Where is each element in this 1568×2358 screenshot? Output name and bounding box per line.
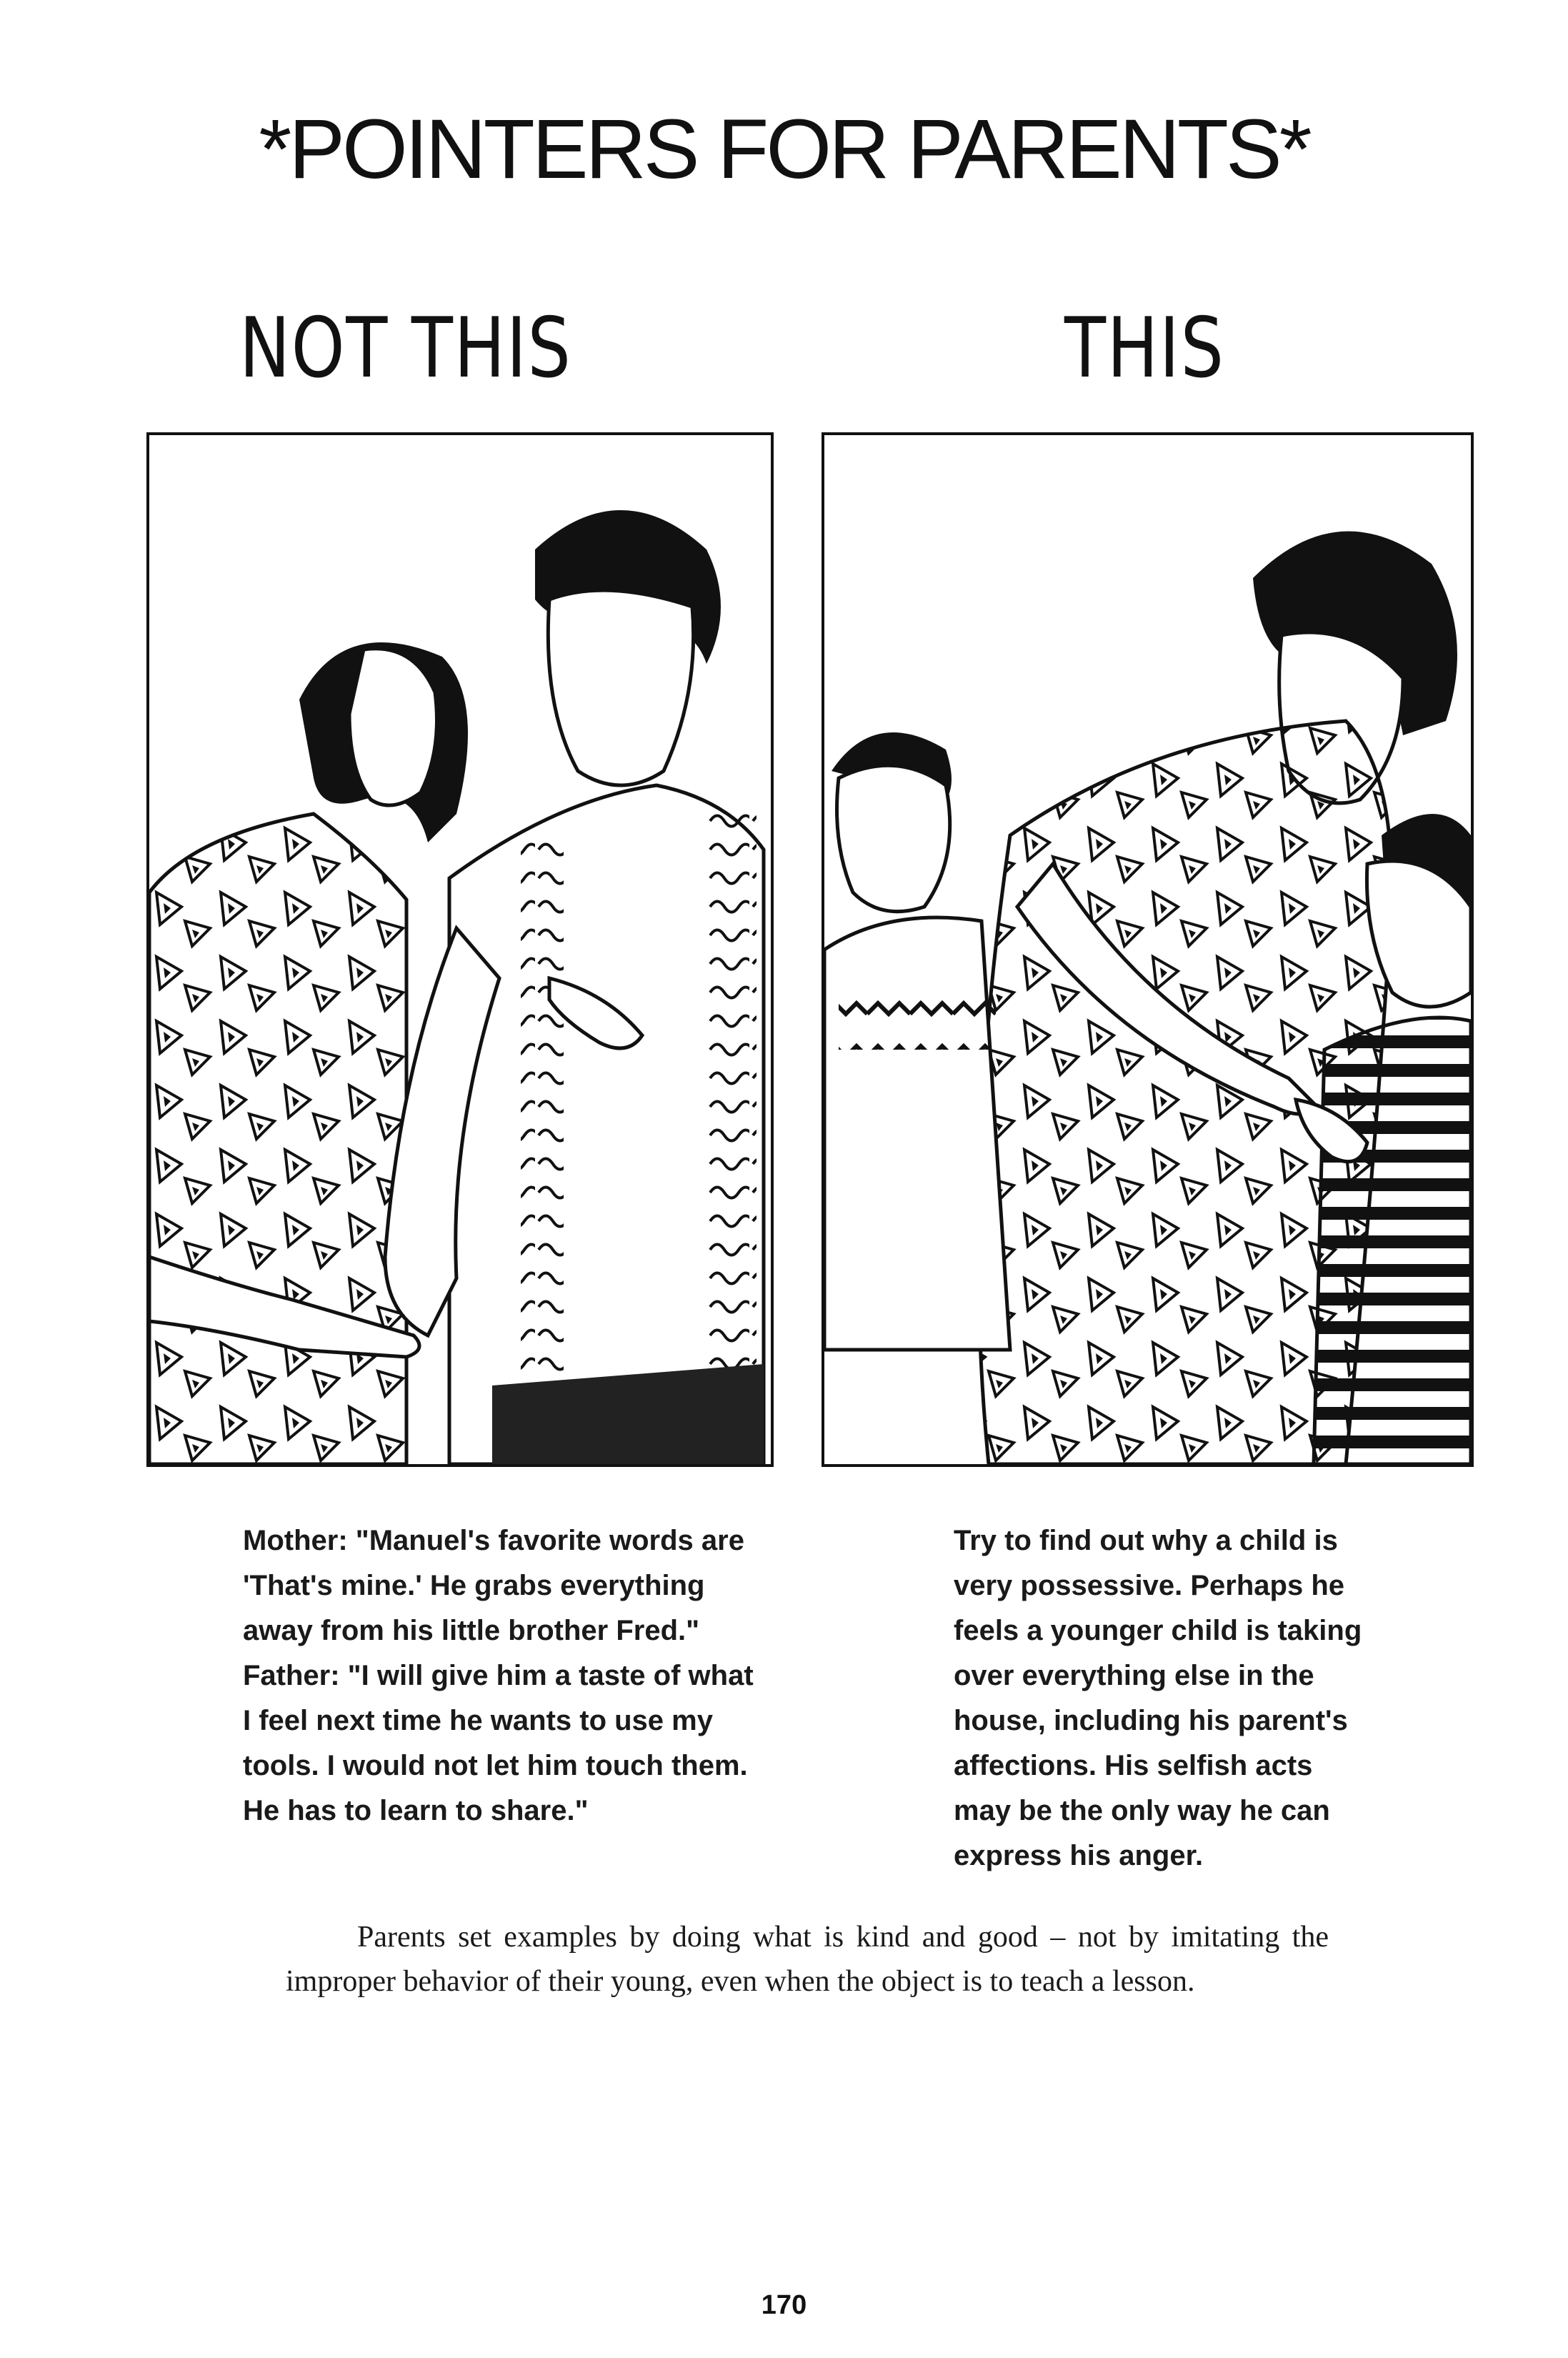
- parents-drawing: [149, 435, 771, 1464]
- advice-text: Try to find out why a child is very possessive. Perhaps he feels a younger child is taking over everything else in the house, including his parent's affections. His selfish acts may be the only way he can express his anger.: [954, 1525, 1362, 1871]
- father-quote: Father: "I will give him a taste of what I feel next time he wants to use my tools. I would not let him touch them. He has to learn to share.": [243, 1660, 754, 1826]
- page-number: 170: [761, 2290, 807, 2320]
- crying-child-shirt: [824, 917, 1010, 1350]
- mother-quote: Mother: "Manuel's favorite words are 'That's mine.' He grabs everything away from his little brother Fred.": [243, 1525, 744, 1646]
- family-drawing: [824, 435, 1471, 1464]
- crying-child-face: [837, 765, 950, 911]
- heading-not-this: NOT THIS: [239, 300, 572, 397]
- father-face: [548, 590, 693, 785]
- heading-this: THIS: [1064, 300, 1225, 397]
- crying-child-shirt-pattern: [839, 1000, 996, 1050]
- page-title: *POINTERS FOR PARENTS*: [259, 102, 1309, 196]
- right-caption: [918, 1518, 1375, 1879]
- left-caption: [207, 1518, 757, 1834]
- father-shirt-trim-left: [521, 835, 564, 1421]
- father-shirt-trim-right: [706, 807, 756, 1393]
- summary-paragraph: Parents set examples by doing what is kind and good – not by imitating the improper behavior of their young, even when the object is to teach a lesson.: [286, 1921, 1329, 1998]
- mother-dress: [149, 814, 406, 1464]
- illustration-not-this: [146, 432, 774, 1467]
- younger-child-shirt: [1314, 1018, 1471, 1464]
- mother-face: [349, 649, 437, 805]
- illustration-this: [822, 432, 1474, 1467]
